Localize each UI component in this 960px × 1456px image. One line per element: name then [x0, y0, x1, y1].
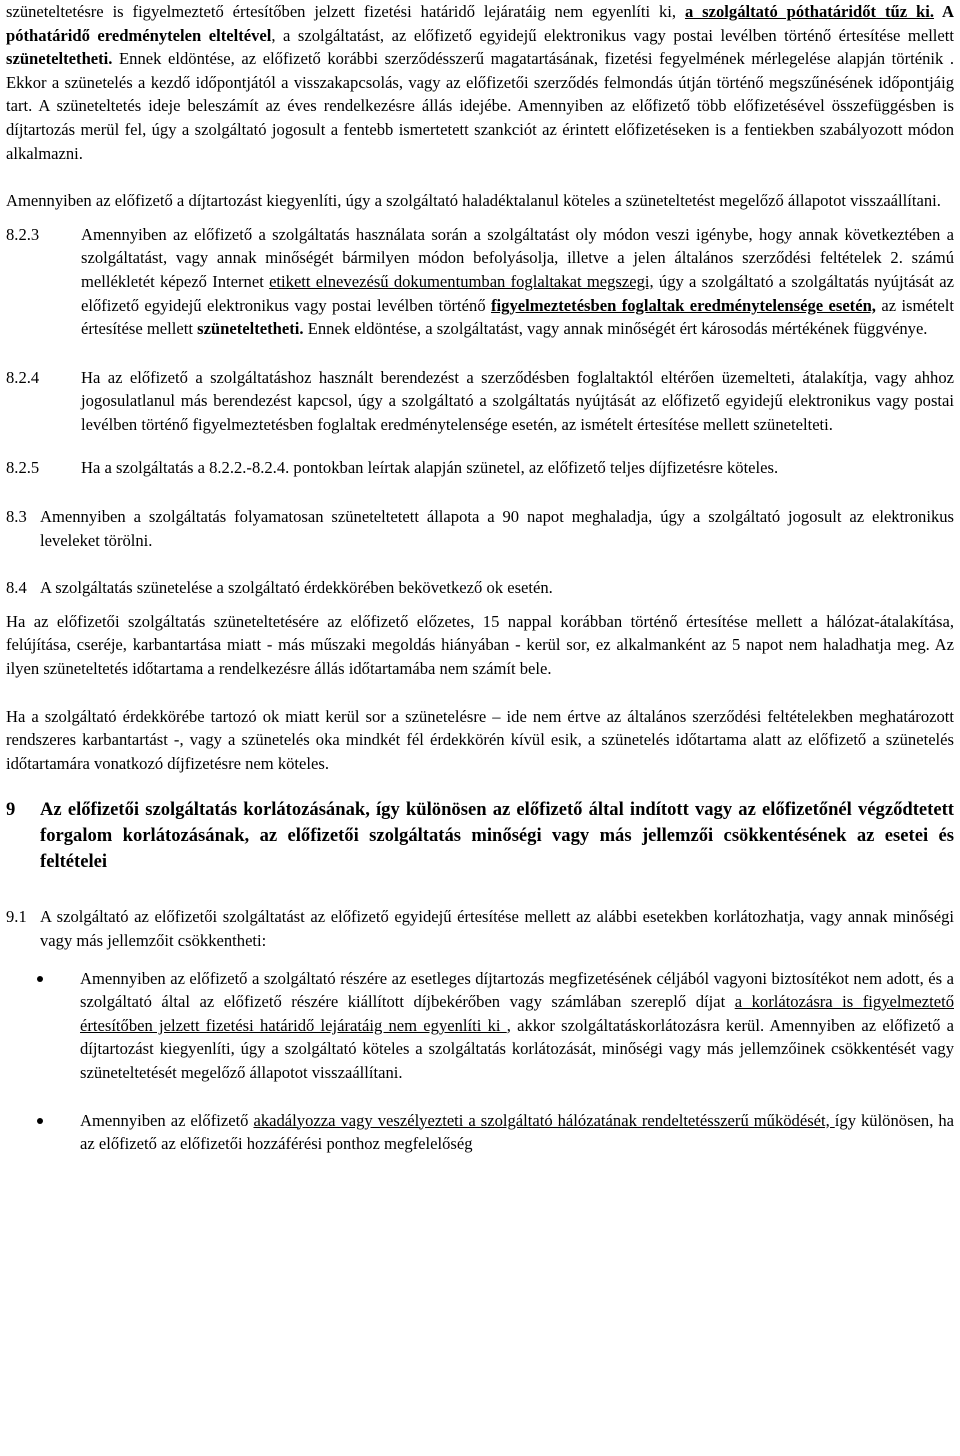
section-8-4	[6, 576, 954, 600]
section-text	[81, 223, 954, 341]
section-8-3	[6, 505, 954, 552]
text-run: , a szolgáltatást, az előfizető egyidejű elektronikus vagy postai levélben történő értesítése mellett	[271, 25, 954, 45]
text-run-bold: A póthatáridő eredménytelen elteltével	[6, 2, 954, 45]
paragraph-maintenance-suspension: Ha az előfizetői szolgáltatás szüneteltetésére az előfizető előzetes, 15 nappal korábban történő értesítése mellett a hálózat-átalakítása, felújítása, cseréje, karbantartása miatt - más műszaki megoldás hiányában - kerül sor, ez alkalmanként az 5 napot nem haladhatja meg. Az ilyen szüneteltetés időtartama a rendelkezésre állás időtartamába nem számít bele.	[6, 611, 954, 679]
text-run-underlined: a korlátozásra is figyelmeztető értesítőben jelzett fizetési határidő lejáratáig nem egyenlíti ki	[80, 992, 954, 1035]
text-run: úgy a szolgáltató a szolgáltatás nyújtását az előfizető egyidejű elektronikus vagy postai levélben történő	[81, 271, 954, 315]
section-number: 8.3	[6, 507, 27, 527]
heading-text: Az előfizetői szolgáltatás korlátozásának, így különösen az előfizető által indított vagy az előfizetőnél végződtetett forgalom korlátozásának, az előfizetői szolgáltatás minőségi vagy más jellemzői csökkentésének az esetei és feltételei	[40, 799, 954, 873]
list-item	[6, 967, 954, 1085]
paragraph-provider-suspension: Ha a szolgáltató érdekkörébe tartozó ok miatt kerül sor a szünetelésre – ide nem értve az általános szerződési feltételekben meghatározott rendszeres karbantartást -, vagy a szünetelés oka mindkét fél érdekkörén kívül esik, a szünetelés időtartama alatt az előfizető a szünetelés időtartamára vonatkozó díjfizetésre nem köteles.	[6, 706, 954, 773]
text-run-bold: szüneteltetheti.	[197, 319, 304, 339]
section-9-1	[6, 905, 954, 952]
bullet-icon	[6, 1109, 80, 1156]
text-run: Amennyiben az előfizető	[80, 1110, 254, 1130]
section-text: Amennyiben a szolgáltatás folyamatosan szüneteltetett állapota a 90 napot meghaladja, úgy a szolgáltató jogosult az elektronikus leveleket törölni.	[40, 507, 954, 550]
text-run: Ennek eldöntése, az előfizető korábbi szerződésszerű magatartásának, fizetési fegyelmének mérlegelése alapján történik . Ekkor a szünetelés a kezdő időpontjától a visszakapcsolás, vagy az előfizetői szerződés felmondás útján történő megszűnésének időpontjáig tart. A szüneteltetés ideje beleszámít az éves rendelkezésre állás idejébe. Amennyiben az előfizető több előfizetésével összefüggésben is díjtartozás merül fel, úgy a szolgáltató jogosult a fentebb ismertetett szankciót az érintett előfizetéseken is a fentiekben szabályozott módon alkalmazni.	[6, 49, 954, 163]
section-number: 8.2.5	[6, 457, 40, 477]
text-run: , akkor szolgáltatáskorlátozásra kerül. Amennyiben az előfizető a díjtartozást kiegyenlíti, úgy a szolgáltató köteles a szolgáltatás korlátozását, minőségi vagy más jellemzőinek csökkentését vagy szüneteltetését megelőző állapotot visszaállítani.	[80, 1015, 954, 1082]
list-item-text	[80, 1109, 954, 1156]
section-text: A szolgáltatás szünetelése a szolgáltató érdekkörében bekövetkező ok esetén.	[40, 578, 553, 598]
section-8-2-3	[6, 223, 954, 341]
section-text: A szolgáltató az előfizetői szolgáltatást az előfizető egyidejű értesítése mellett az alábbi esetekben korlátozhatja, vagy annak minőségi vagy más jellemzőit csökkentheti:	[40, 907, 954, 951]
text-run: Ennek eldöntése, a szolgáltatást, vagy annak minőségét ért károsodás mértékének függvénye.	[303, 319, 928, 339]
text-run: szüneteltetésre is figyelmeztető értesítőben jelzett fizetési határidő lejáratáig nem egyenlíti ki,	[6, 2, 685, 21]
text-run-underlined: a szolgáltató póthatáridőt tűz ki.	[684, 2, 935, 21]
text-run: Amennyiben az előfizető a szolgáltató részére az esetleges díjtartozás megfizetésének céljából vagyoni biztosítékot nem adott, és a szolgáltató által az előfizető részére kiállított díjbekérőben vagy számlában szereplő díjat	[80, 968, 954, 1012]
text-run: így különösen, ha az előfizető az előfizetői hozzáférési ponthoz megfelelőség	[80, 1110, 954, 1154]
heading-number: 9	[6, 799, 16, 821]
heading-section-9	[6, 797, 954, 875]
text-run-bold: szüneteltetheti.	[6, 49, 113, 69]
section-number: 9.1	[6, 907, 27, 927]
text-run: az ismételt értesítése mellett	[81, 295, 954, 339]
document-page	[6, 0, 954, 1156]
text-run-underlined: etikett elnevezésű dokumentumban foglaltakat megszegi,	[269, 271, 654, 291]
section-number: 8.4	[6, 578, 27, 598]
list-item	[6, 1109, 954, 1156]
section-number: 8.2.4	[6, 367, 40, 387]
section-8-2-4	[6, 366, 954, 437]
text-run: Amennyiben az előfizető a szolgáltatás használata során a szolgáltatást oly módon veszi igénybe, hogy annak következtében a szolgáltatást, vagy annak minőségét bármilyen módon befolyásolja, illetve a jelen általános szerződési feltételek 2. számú mellékletét képező Internet	[81, 224, 954, 291]
section-text: Ha a szolgáltatás a 8.2.2.-8.2.4. pontokban leírtak alapján szünetel, az előfizető teljes díjfizetésre köteles.	[81, 457, 779, 477]
section-8-2-5	[6, 456, 954, 480]
list-item-text	[80, 967, 954, 1085]
text-run-underlined: akadályozza vagy veszélyezteti a szolgáltató hálózatának rendeltetésszerű működését,	[253, 1110, 835, 1130]
section-number: 8.2.3	[6, 224, 40, 244]
section-text: Ha az előfizető a szolgáltatáshoz használt berendezést a szerződésben foglaltaktól eltérően üzemelteti, átalakítja, vagy ahhoz jogosulatlanul más berendezést kapcsol, úgy a szolgáltató a szolgáltatás nyújtását az előfizető egyidejű elektronikus vagy postai levélben történő figyelmeztetésben foglaltak eredménytelensége esetén, az ismételt értesítése mellett szünetelteti.	[81, 367, 954, 434]
paragraph-continued	[6, 0, 954, 165]
bullet-icon	[6, 967, 80, 1085]
paragraph-debt-settlement: Amennyiben az előfizető a díjtartozást kiegyenlíti, úgy a szolgáltató haladéktalanul köteles a szüneteltetést megelőző állapotot visszaállítani.	[6, 191, 941, 211]
text-run-bold-underlined: figyelmeztetésben foglaltak eredménytelensége esetén,	[491, 295, 876, 315]
